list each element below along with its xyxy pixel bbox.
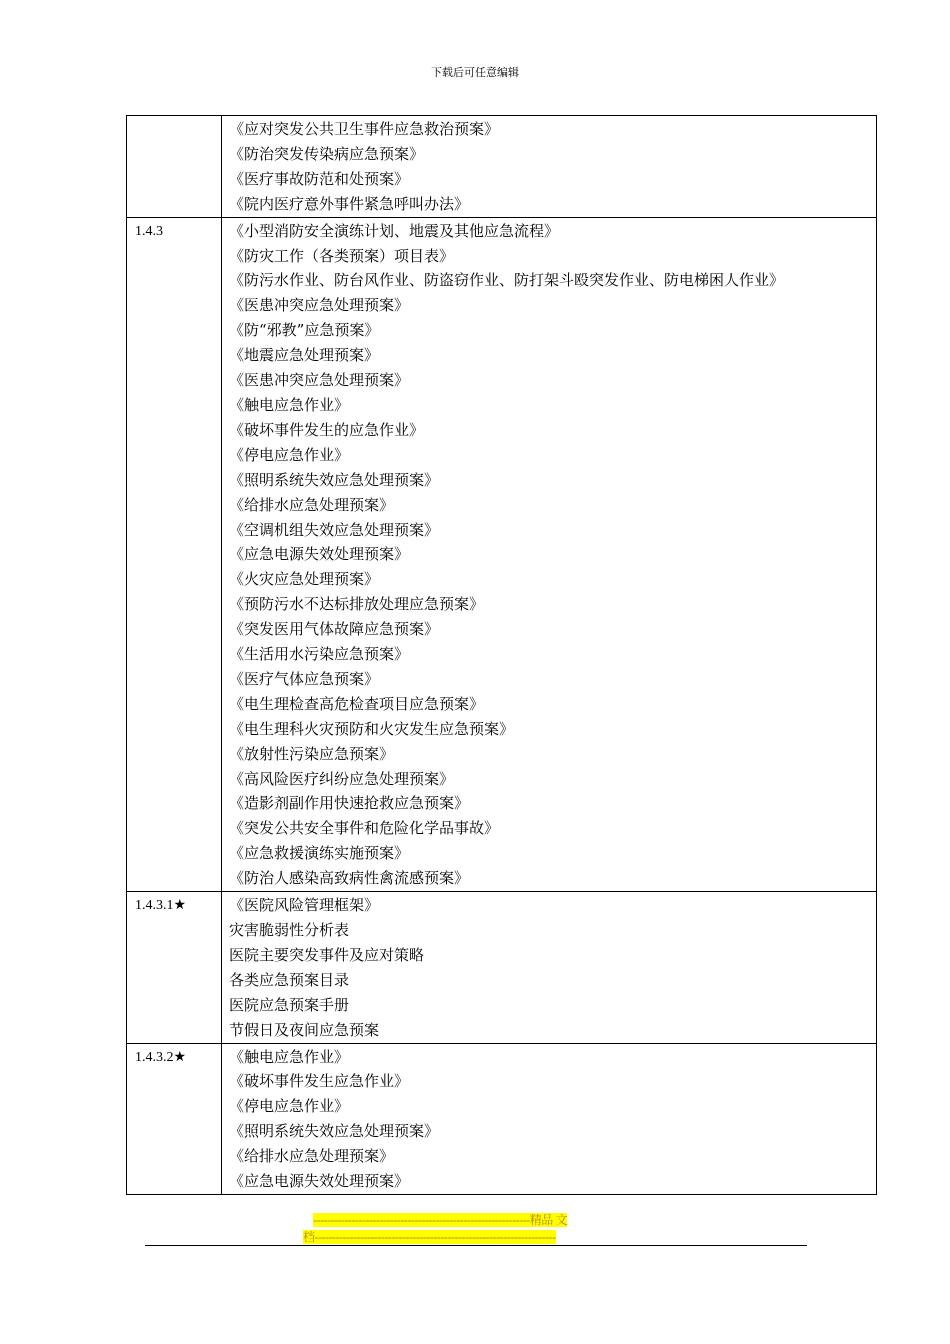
clause-code: 1.4.3.2★ — [127, 1043, 222, 1194]
list-item: 医院主要突发事件及应对策略 — [229, 945, 425, 964]
list-item: 《应对突发公共卫生事件应急救治预案》 — [229, 120, 500, 138]
list-item: 《破坏事件发生应急作业》 — [229, 1072, 410, 1091]
list-item: 《防治人感染高致病性禽流感预案》 — [229, 869, 470, 888]
list-item: 《突发医用气体故障应急预案》 — [229, 620, 440, 639]
list-item: 《给排水应急处理预案》 — [229, 1147, 395, 1166]
list-item: 《照明系统失效应急处理预案》 — [229, 1122, 440, 1141]
plan-list — [222, 116, 877, 218]
clause-code: 1.4.3.1★ — [127, 892, 222, 1043]
table-row — [127, 892, 877, 1043]
table-row — [127, 116, 877, 218]
plan-list — [222, 1043, 877, 1194]
list-item: 《高风险医疗纠纷应急处理预案》 — [229, 769, 455, 788]
table-row — [127, 217, 877, 891]
list-item: 灾害脆弱性分析表 — [229, 921, 350, 939]
page-header: 下载后可任意编辑 — [431, 66, 519, 79]
list-item: 《地震应急处理预案》 — [229, 346, 380, 365]
list-item: 《医患冲突应急处理预案》 — [229, 371, 410, 390]
list-item: 《医院风险管理框架》 — [229, 896, 380, 915]
list-item: 《应急救援演练实施预案》 — [229, 844, 410, 863]
clause-code: 1.4.3 — [127, 217, 222, 891]
footer-divider — [145, 1245, 807, 1246]
list-item: 节假日及夜间应急预案 — [229, 1020, 380, 1039]
plan-list — [222, 217, 877, 891]
list-item: 《防灾工作（各类预案）项目表》 — [229, 246, 455, 265]
list-item: 《防“邪教”应急预案》 — [229, 321, 380, 340]
list-item: 《医疗气体应急预案》 — [229, 669, 380, 688]
list-item: 《空调机组失效应急处理预案》 — [229, 520, 440, 539]
list-item: 各类应急预案目录 — [229, 970, 350, 989]
list-item: 《造影剂副作用快速抢救应急预案》 — [229, 794, 470, 813]
list-item: 《停电应急作业》 — [229, 1097, 350, 1116]
list-item: 《放射性污染应急预案》 — [229, 744, 395, 763]
list-item: 《生活用水污染应急预案》 — [229, 645, 410, 664]
list-item: 《院内医疗意外事件紧急呼叫办法》 — [229, 194, 470, 213]
list-item: 《防治突发传染病应急预案》 — [229, 144, 425, 163]
list-item: 《触电应急作业》 — [229, 1047, 350, 1066]
list-item: 《应急电源失效处理预案》 — [229, 1172, 410, 1191]
list-item: 《给排水应急处理预案》 — [229, 495, 395, 514]
footer-line-2: 档--------------------------------------------------------------------- — [303, 1230, 556, 1244]
list-item: 《小型消防安全演练计划、地震及其他应急流程》 — [229, 221, 560, 240]
list-item: 《医疗事故防范和处预案》 — [229, 169, 410, 188]
list-item: 《停电应急作业》 — [229, 445, 350, 464]
list-item: 《照明系统失效应急处理预案》 — [229, 470, 440, 489]
list-item: 《电生理检查高危检查项目应急预案》 — [229, 694, 485, 713]
list-item: 《预防污水不达标排放处理应急预案》 — [229, 595, 485, 614]
list-item: 《应急电源失效处理预案》 — [229, 545, 410, 564]
plan-list — [222, 892, 877, 1043]
list-item: 《火灾应急处理预案》 — [229, 570, 380, 589]
table-row — [127, 1043, 877, 1194]
list-item: 《医患冲突应急处理预案》 — [229, 296, 410, 315]
list-item: 《防污水作业、防台风作业、防盗窃作业、防打架斗殴突发作业、防电梯困人作业》 — [229, 271, 785, 290]
list-item: 《突发公共安全事件和危险化学品事故》 — [229, 819, 500, 838]
footer-watermark — [303, 1212, 648, 1246]
list-item: 《破坏事件发生的应急作业》 — [229, 420, 425, 439]
footer-line-1: --------------------------------------------------------------精品 文 — [313, 1213, 568, 1227]
list-item: 医院应急预案手册 — [229, 995, 350, 1014]
list-item: 《触电应急作业》 — [229, 395, 350, 414]
emergency-plan-table — [126, 115, 877, 1195]
list-item: 《电生理科火灾预防和火灾发生应急预案》 — [229, 719, 515, 738]
clause-code — [127, 116, 222, 218]
